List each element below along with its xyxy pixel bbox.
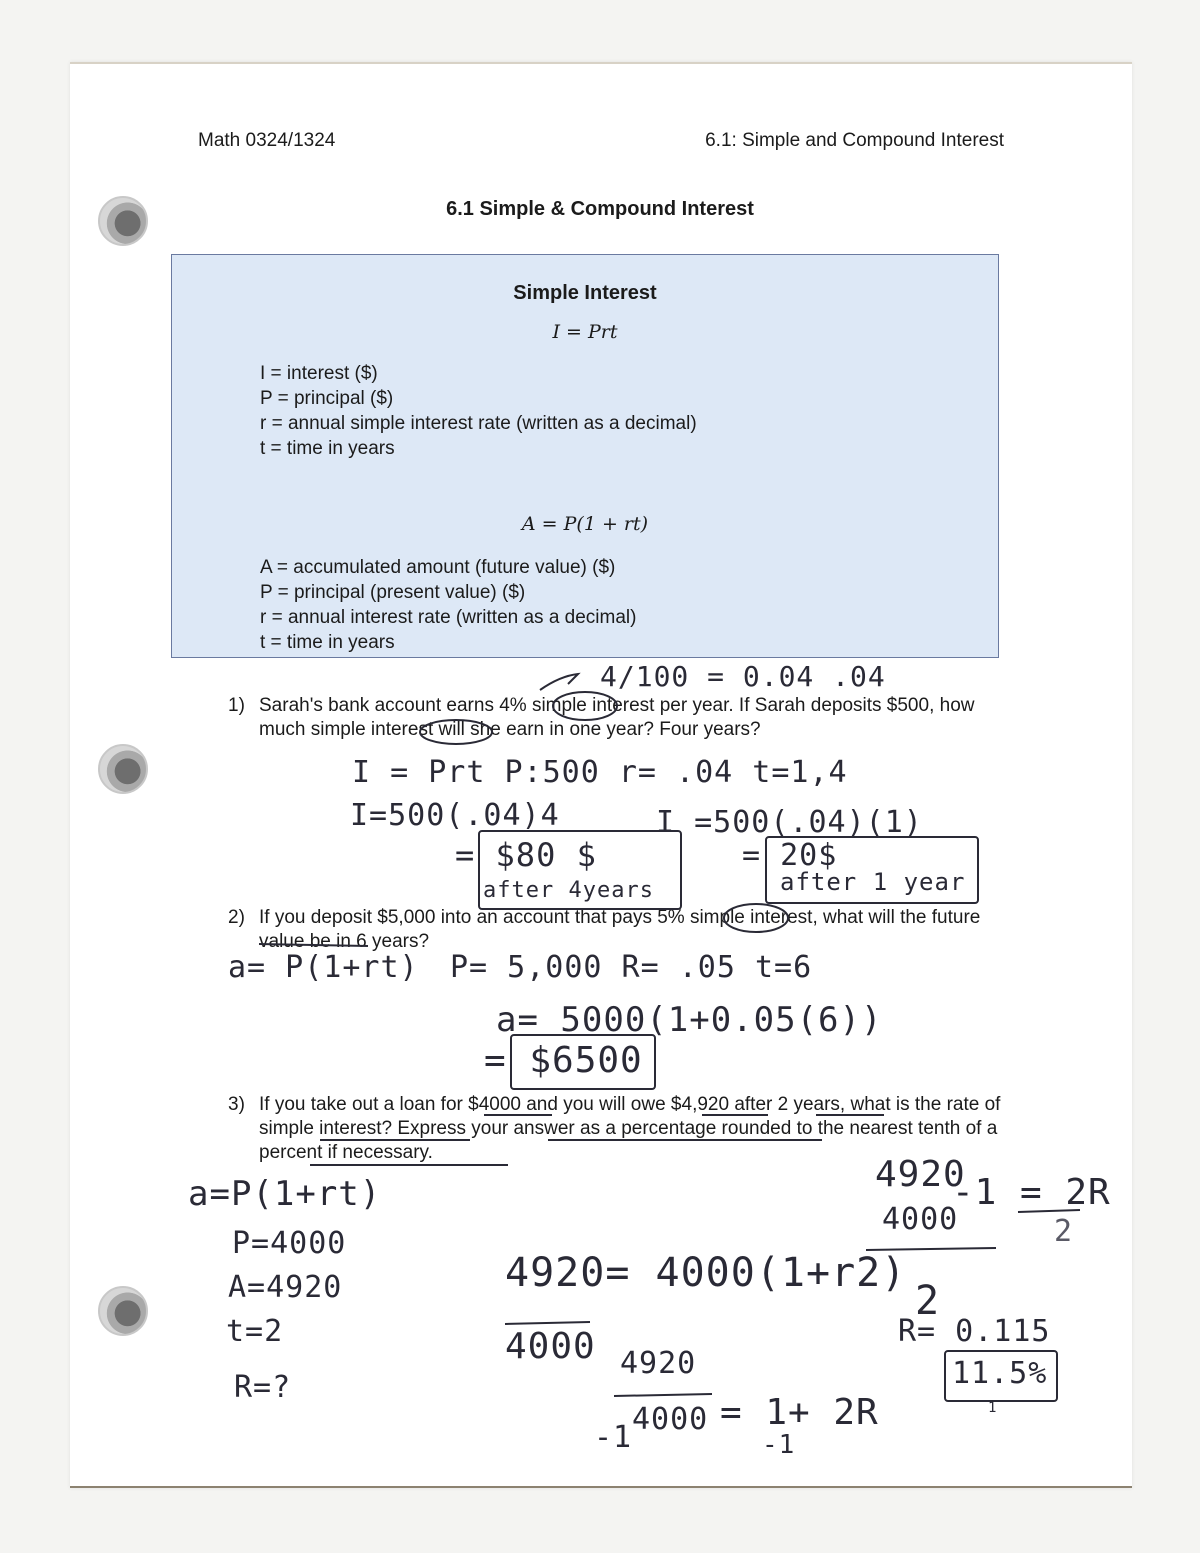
handwritten-q3-minus-left: -1 (594, 1420, 633, 1455)
circle-simple-q2 (724, 904, 788, 932)
handwritten-q3-given-2: P=4000 (232, 1226, 347, 1261)
course-label: Math 0324/1324 (198, 130, 336, 151)
handwritten-q1-line2b: I =500(.04)(1) (656, 805, 923, 840)
handwritten-q3-right-top: 4920 (875, 1154, 966, 1195)
handwritten-q3-step-top: 4920 (620, 1346, 697, 1381)
handwritten-q1-answer-1yr: = 20$ (742, 838, 838, 873)
def-line: r = annual interest rate (written as a decimal) (260, 607, 637, 628)
handwritten-q3-step-bottom: 4000 (632, 1402, 709, 1437)
handwritten-q3-right-mid: 4000 (882, 1202, 959, 1237)
formula-simple-interest: I = Prt (552, 321, 618, 343)
def-line: P = principal ($) (260, 388, 394, 409)
handwritten-fraction: 4/100 = 0.04 .04 (600, 660, 886, 693)
page-number: 1 (988, 1400, 998, 1416)
def-line: t = time in years (260, 632, 395, 653)
def-line: r = annual simple interest rate (written as a decimal) (260, 413, 697, 434)
def-line: I = interest ($) (260, 363, 378, 384)
fraction-bar-right (866, 1248, 996, 1250)
question-number: 3) (228, 1094, 245, 1115)
handwritten-q1-line2: I=500(.04)4 (350, 798, 560, 833)
handwritten-q3-given-4: t=2 (226, 1314, 284, 1349)
arrow-stroke (540, 674, 578, 690)
circle-simple-q1 (553, 692, 617, 720)
fraction-bar-right-small (1018, 1210, 1080, 1212)
handwritten-q2-formula: a= P(1+rt) (228, 950, 419, 985)
underline-future-value (259, 944, 368, 946)
circle-interest-q1 (420, 720, 492, 744)
def-line: P = principal (present value) ($) (260, 582, 526, 603)
handwritten-q3-final-answer: 11.5% (952, 1356, 1048, 1391)
handwritten-q3-step-rhs: = 1+ 2R (720, 1392, 879, 1433)
handwritten-q1-note-4yr: after 4years (483, 878, 654, 903)
handwritten-q1-line1: I = Prt P:500 r= .04 t=1,4 (352, 755, 848, 790)
handwritten-q3-minus-right: -1 (762, 1430, 796, 1460)
handwritten-q3-equation: 4920= 4000(1+r2) (505, 1250, 907, 1296)
page-title: 6.1 Simple & Compound Interest (446, 198, 754, 220)
fraction-bar-step (614, 1394, 712, 1396)
question-text: If you deposit $5,000 into an account that pays 5% simple interest, what will the future value be in 6 years? (259, 907, 981, 952)
handwritten-q1-note-1yr: after 1 year (780, 868, 966, 896)
handwritten-q2-answer: = $6500 (484, 1040, 643, 1081)
handwritten-q3-divisor: 4000 (505, 1326, 596, 1367)
def-line: A = accumulated amount (future value) ($) (260, 557, 616, 578)
handwritten-q2-line2: a= 5000(1+0.05(6)) (496, 1000, 883, 1040)
question-text: If you take out a loan for $4000 and you will owe $4,920 after 2 years, what is the rate of simple interest? Express your answer as a percentage rounded to the nearest tenth of a percent if necessary. (259, 1094, 1001, 1163)
handwritten-q3-r-value: R= 0.115 (898, 1314, 1051, 1349)
question-number: 2) (228, 907, 245, 928)
box-title: Simple Interest (513, 282, 657, 304)
handwritten-q2-values: P= 5,000 R= .05 t=6 (450, 950, 813, 985)
handwritten-q3-given-1: a=P(1+rt) (188, 1174, 382, 1214)
question-text: Sarah's bank account earns 4% simple interest per year. If Sarah deposits $500, how much simple interest will she earn in one year? Four years? (259, 695, 975, 740)
question-number: 1) (228, 695, 245, 716)
handwritten-q3-given-3: A=4920 (228, 1270, 343, 1305)
handwritten-q1-answer-4yr: = $80 $ (455, 836, 597, 874)
def-line: t = time in years (260, 438, 395, 459)
handwritten-q3-right-den2: 2 (1054, 1214, 1074, 1249)
section-label: 6.1: Simple and Compound Interest (705, 130, 1004, 151)
formula-accumulated-amount: A = P(1 + rt) (521, 513, 649, 535)
handwritten-q3-right-den: 2 (915, 1278, 941, 1324)
fraction-bar-main (505, 1322, 590, 1324)
handwritten-q3-right-rhs: -1 = 2R (952, 1172, 1111, 1213)
handwritten-q3-given-5: R=? (234, 1370, 292, 1405)
